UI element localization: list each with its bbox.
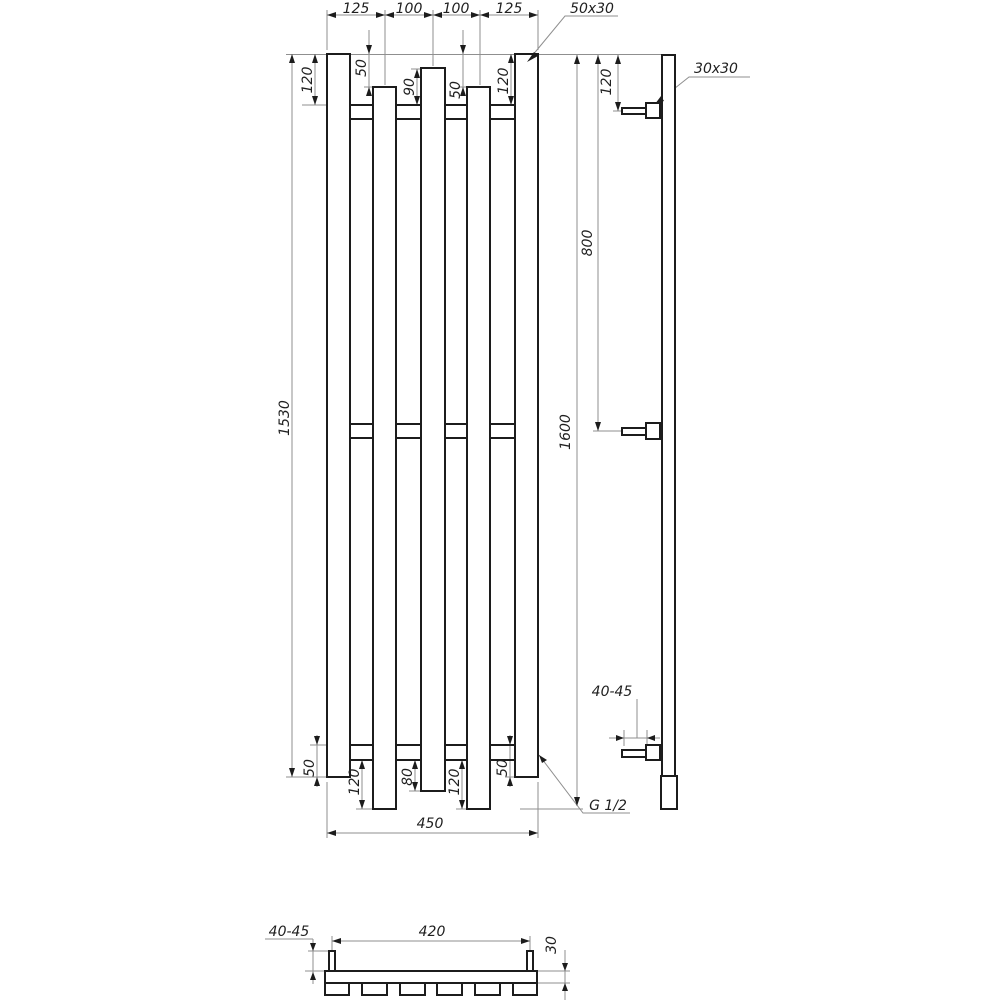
dim-bottom-depth: 30	[544, 936, 560, 954]
wall-bracket-stem-middle	[622, 428, 646, 435]
dim-top-span-4: 125	[495, 1, 523, 17]
vertical-bar-3	[421, 68, 445, 791]
vertical-bar-4	[467, 87, 490, 809]
bottom-collector	[325, 971, 537, 983]
dim-front-height: 1530	[277, 400, 293, 436]
bar-section-5	[475, 983, 500, 995]
side-profile-bar	[662, 55, 675, 776]
bar-section-2	[362, 983, 387, 995]
vertical-bar-1	[327, 54, 350, 777]
dim-side-mid-height: 800	[580, 229, 596, 257]
vertical-bar-5	[515, 54, 538, 777]
dim-front-top-50-left: 50	[354, 59, 370, 77]
bar-section-6	[513, 983, 537, 995]
bar-section-1	[325, 983, 349, 995]
wall-bracket-top	[646, 103, 660, 118]
dim-side-total-height: 1600	[558, 414, 574, 450]
side-bottom-block	[661, 776, 677, 809]
dim-front-top-50-right: 50	[448, 81, 464, 99]
dim-front-width: 450	[416, 816, 444, 832]
dim-front-bottom-80: 80	[400, 768, 416, 786]
dim-front-top-90: 90	[402, 78, 418, 96]
dim-front-bottom-120-right: 120	[447, 768, 463, 796]
side-dim-lines	[520, 16, 750, 809]
bar-section-4	[437, 983, 462, 995]
mounting-stud-right	[527, 951, 533, 971]
dim-top-span-2: 100	[395, 1, 423, 17]
bar-section-3	[400, 983, 425, 995]
dim-top-span-1: 125	[342, 1, 370, 17]
bottom-view	[325, 951, 537, 995]
dim-bottom-wall-offset: 40-45	[268, 924, 310, 940]
dim-top-span-3: 100	[442, 1, 470, 17]
leader-bar-section: 50x30	[570, 1, 614, 17]
front-view	[327, 54, 538, 809]
wall-bracket-bottom	[646, 745, 660, 760]
dim-bottom-stud-span: 420	[418, 924, 446, 940]
leader-thread: G 1/2	[589, 798, 627, 814]
mounting-stud-left	[329, 951, 335, 971]
vertical-bar-2	[373, 87, 396, 809]
leader-bracket-section: 30x30	[694, 61, 738, 77]
dim-side-wall-offset: 40-45	[591, 684, 633, 700]
dim-side-top-offset: 120	[599, 68, 615, 96]
dim-front-bottom-50-left: 50	[302, 759, 318, 777]
wall-bracket-middle	[646, 423, 660, 439]
dim-front-bottom-50-right: 50	[495, 759, 511, 777]
wall-bracket-stem-bottom	[622, 750, 646, 757]
dim-front-top-120-right: 120	[496, 67, 512, 95]
dim-front-top-120-left: 120	[300, 66, 316, 94]
wall-bracket-stem-top	[622, 108, 646, 114]
dim-front-bottom-120-left: 120	[347, 768, 363, 796]
